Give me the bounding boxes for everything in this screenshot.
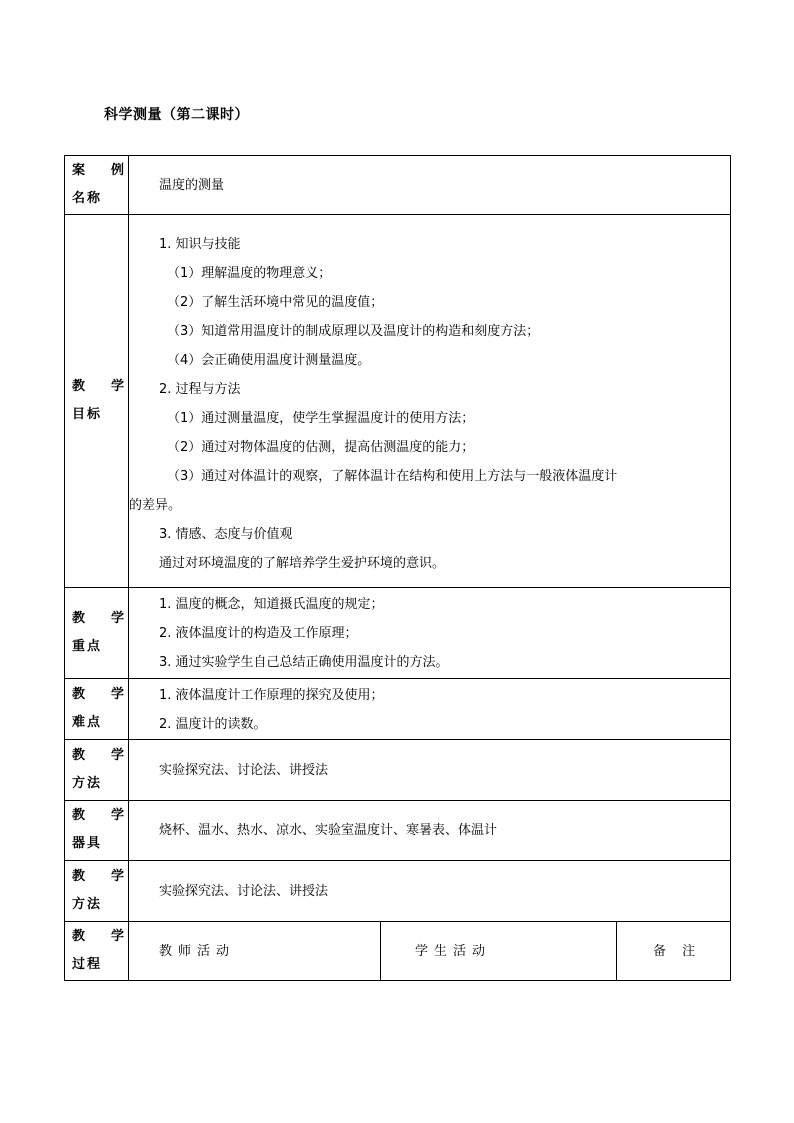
row-case-name [65, 156, 731, 215]
label-top-text: 教学 [72, 379, 151, 394]
key-point-line: 2. 液体温度计的构造及工作原理； [159, 626, 358, 641]
row-process [65, 922, 731, 981]
key-point-line: 3. 通过实验学生自己总结正确使用温度计的方法。 [159, 655, 449, 670]
label-bottom-text: 重点 [72, 639, 103, 654]
label-bottom-text: 目标 [72, 407, 103, 422]
row-methods [65, 740, 731, 801]
lesson-plan-table [64, 155, 731, 981]
methods-2-cell [129, 861, 731, 922]
difficulty-line: 2. 温度计的读数。 [159, 717, 267, 732]
label-top-text: 教学 [72, 869, 151, 884]
key-points-cell [129, 588, 731, 679]
label-bottom-text: 难点 [72, 715, 103, 730]
label-bottom-text: 方法 [72, 776, 103, 791]
row-equipment [65, 801, 731, 861]
label-bottom-text: 名称 [72, 191, 103, 206]
label-top-text: 教学 [72, 929, 151, 944]
row-methods-2 [65, 861, 731, 922]
label-top-text: 教学 [72, 611, 151, 626]
objective-line: 通过对环境温度的了解培养学生爱护环境的意识。 [159, 556, 446, 571]
difficulty-line: 1. 液体温度计工作原理的探究及使用； [159, 688, 384, 703]
objective-line: 3. 情感、态度与价值观 [159, 527, 293, 542]
objective-line: （2）了解生活环境中常见的温度值； [167, 295, 384, 310]
student-activity-text: 学生活动 [415, 943, 492, 959]
key-point-line: 1. 温度的概念，知道摄氏温度的规定； [159, 597, 384, 612]
methods-cell [129, 740, 731, 801]
label-top-text: 教学 [72, 748, 151, 763]
label-top-text: 教学 [72, 687, 151, 702]
notes-text: 备 注 [653, 943, 702, 959]
student-activity-header [381, 922, 617, 981]
label-top-text: 教学 [72, 808, 151, 823]
objective-line: 1. 知识与技能 [159, 237, 241, 252]
label-difficulties [65, 679, 151, 740]
label-process [65, 922, 151, 981]
label-methods-2 [65, 861, 151, 922]
difficulties-cell [129, 679, 731, 740]
document-title: 科学测量（第二课时） [104, 107, 249, 123]
objective-line: 的差异。 [129, 498, 182, 513]
teacher-activity-text: 教师活动 [159, 943, 236, 959]
case-name-text: 温度的测量 [159, 177, 225, 193]
objective-line: （3）通过对体温计的观察，了解体温计在结构和使用上方法与一般液体温度计 [167, 469, 618, 484]
objective-line: 2. 过程与方法 [159, 382, 241, 397]
notes-header [617, 922, 731, 981]
objective-line: （2）通过对物体温度的估测，提高估测温度的能力； [167, 440, 475, 455]
case-name-cell [129, 156, 731, 215]
label-bottom-text: 器具 [72, 836, 103, 851]
label-case-name [65, 156, 151, 215]
methods-text: 实验探究法、讨论法、讲授法 [159, 762, 329, 778]
objective-line: （4）会正确使用温度计测量温度。 [167, 353, 371, 368]
row-key-points [65, 588, 731, 679]
label-bottom-text: 过程 [72, 957, 103, 972]
equipment-text: 烧杯、温水、热水、凉水、实验室温度计、寒暑表、体温计 [159, 822, 498, 838]
row-difficulties [65, 679, 731, 740]
label-bottom-text: 方法 [72, 897, 103, 912]
label-top-text: 案例 [72, 163, 151, 178]
objective-line: （1）通过测量温度，使学生掌握温度计的使用方法； [167, 411, 475, 426]
equipment-cell [129, 801, 731, 861]
objective-line: （1）理解温度的物理意义； [167, 266, 332, 281]
row-objectives [65, 215, 731, 588]
objective-line: （3）知道常用温度计的制成原理以及温度计的构造和刻度方法； [167, 324, 540, 339]
label-equipment [65, 801, 151, 861]
label-objectives [65, 215, 151, 588]
label-key-points [65, 588, 151, 679]
objectives-cell [129, 215, 731, 588]
label-methods [65, 740, 151, 801]
methods-2-text: 实验探究法、讨论法、讲授法 [159, 883, 329, 899]
teacher-activity-header [129, 922, 381, 981]
